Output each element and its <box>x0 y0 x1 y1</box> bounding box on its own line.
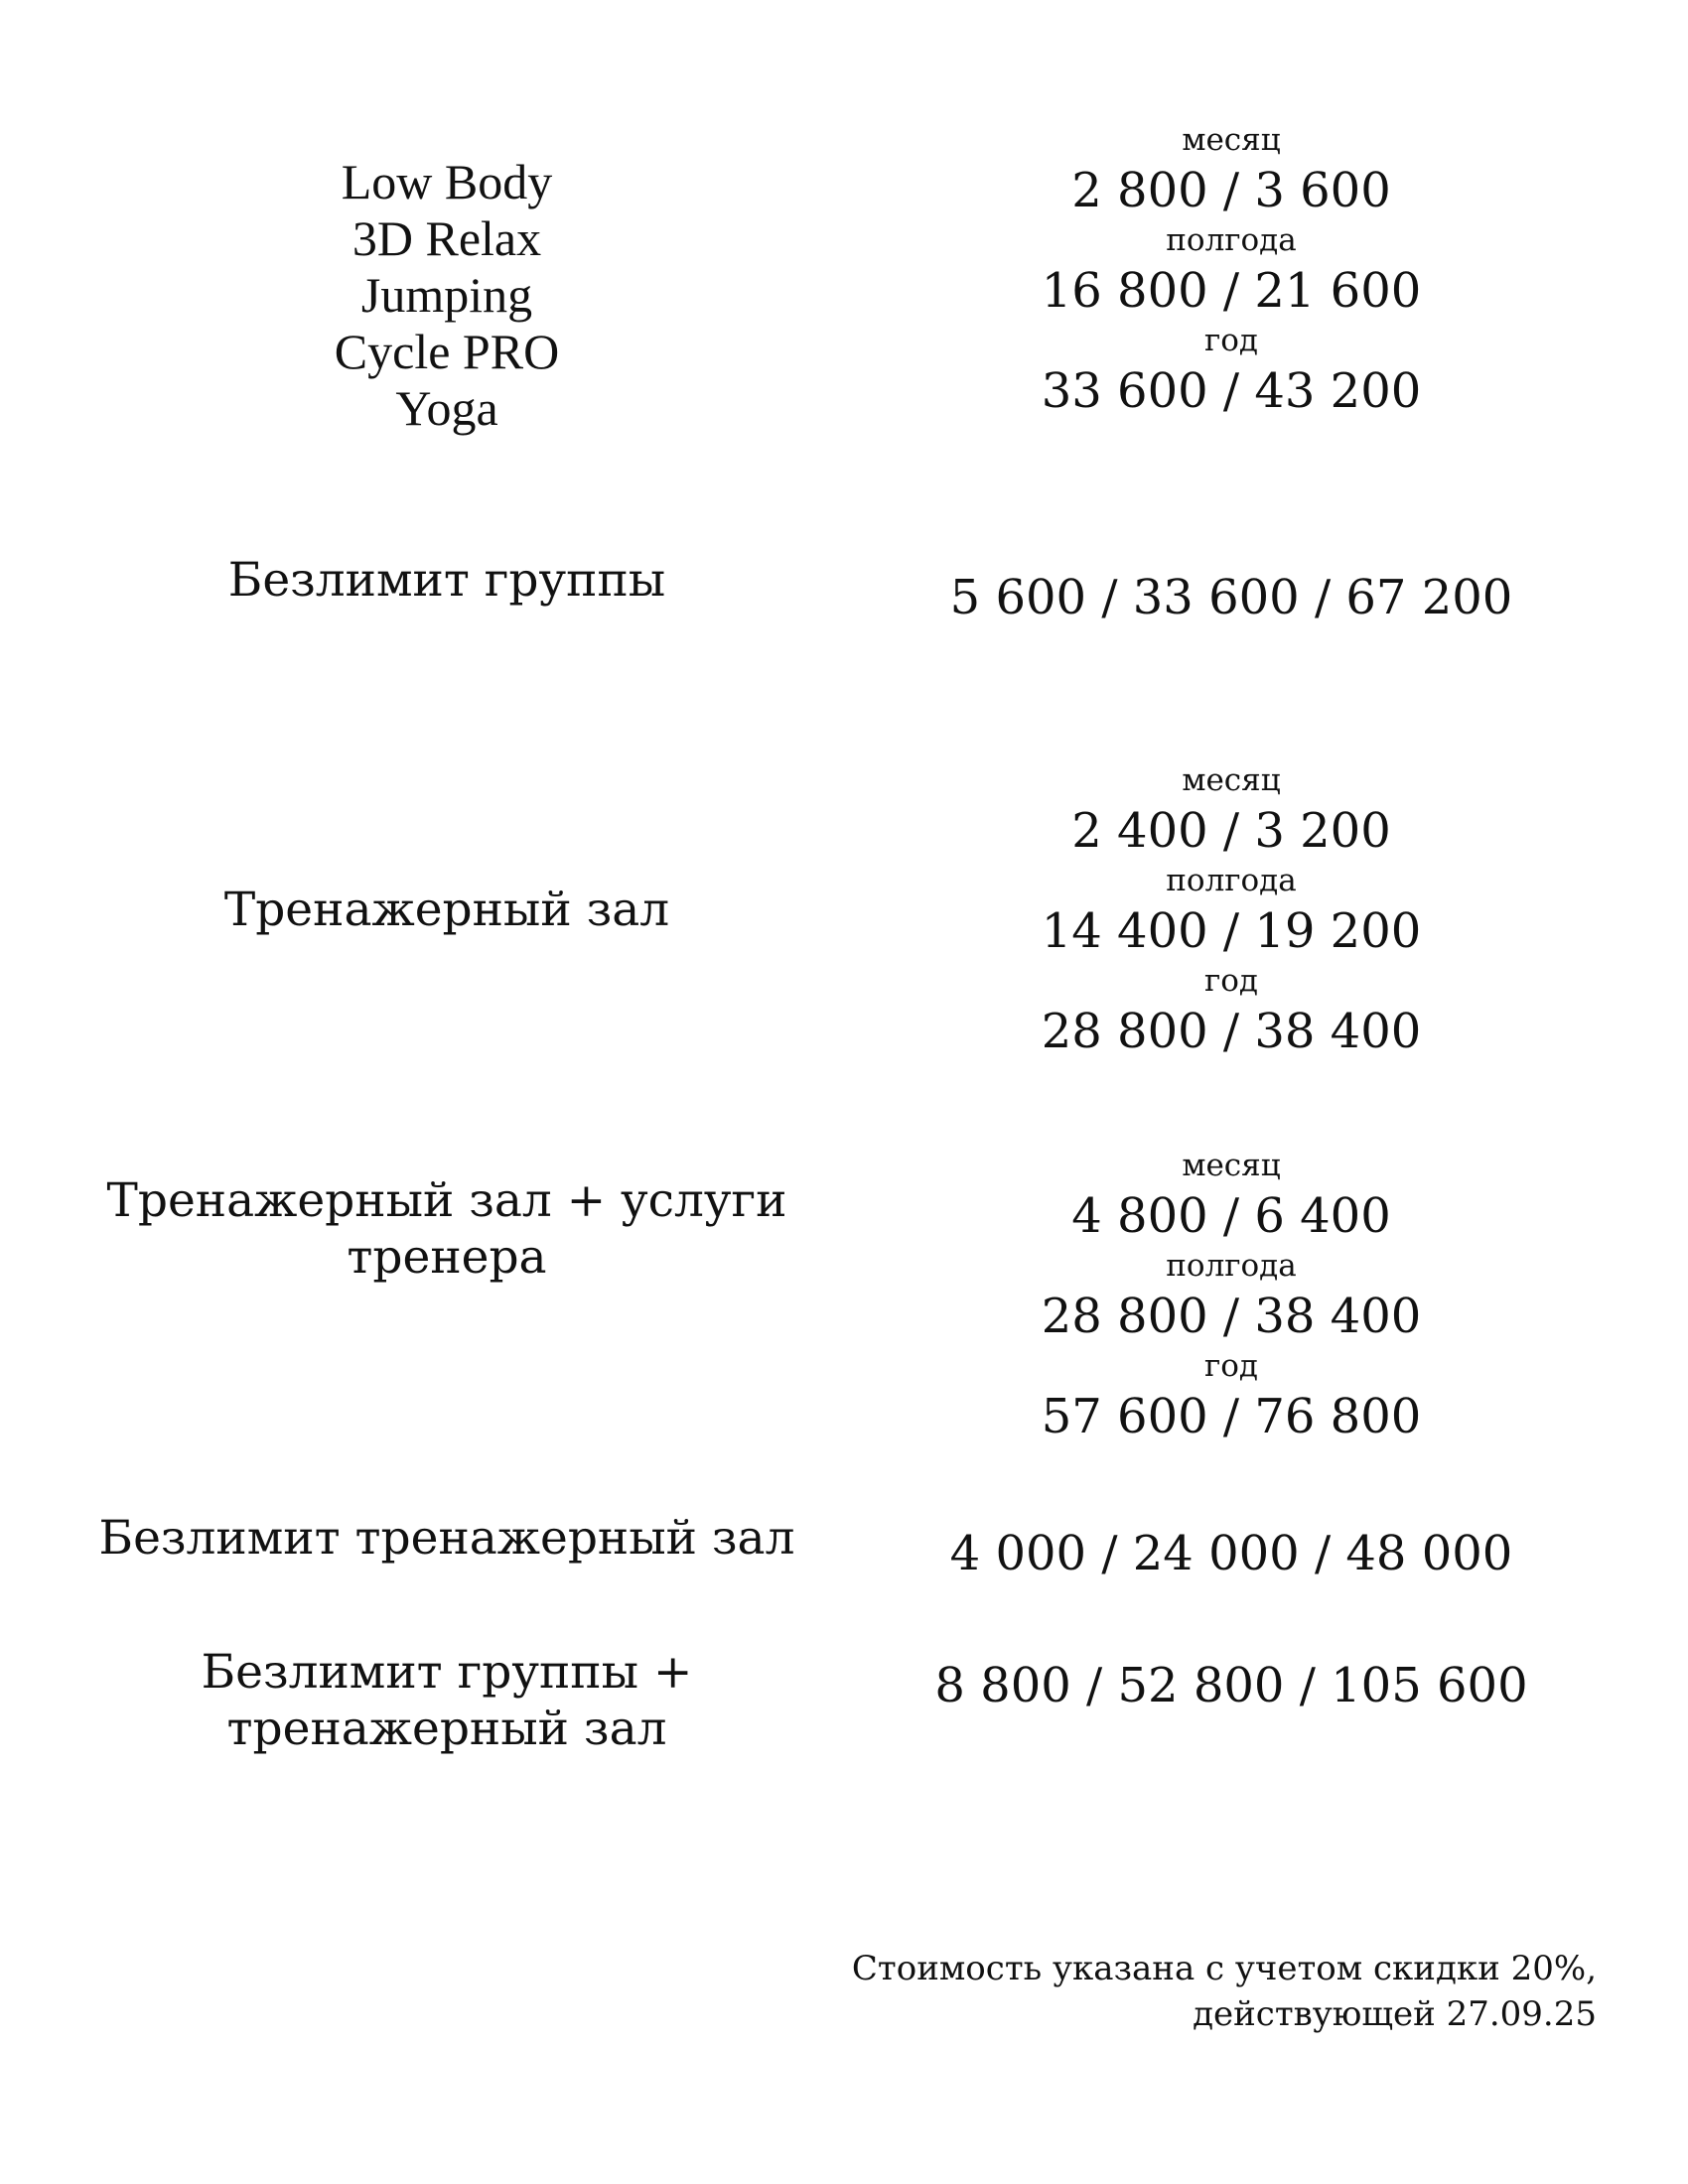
plan-name-unlimited-groups-gym <box>70 1644 824 1757</box>
price-value: 5 600 / 33 600 / 67 200 <box>949 570 1513 625</box>
price-value: 4 800 / 6 400 <box>1071 1188 1391 1244</box>
period-label: полгода <box>1166 222 1297 258</box>
price-value: 2 800 / 3 600 <box>1071 163 1391 218</box>
period-label: год <box>1204 963 1258 999</box>
price-value: 28 800 / 38 400 <box>1041 1004 1422 1059</box>
plan-price-unlimited-groups-gym <box>874 1657 1589 1714</box>
plan-name-line: Jumping <box>360 267 533 323</box>
price-value: 4 000 / 24 000 / 48 000 <box>949 1526 1513 1581</box>
plan-name-line: 3D Relax <box>352 210 542 266</box>
plan-name-line: Тренажерный зал + услуги <box>106 1173 787 1228</box>
footnote-line: действующей 27.09.25 <box>1193 1994 1597 2034</box>
plan-name-line: Cycle PRO <box>334 324 560 379</box>
plan-prices-gym-trainer <box>874 1145 1589 1445</box>
plan-name-unlimited-gym <box>70 1510 824 1567</box>
plan-name-line: Безлимит группы <box>227 553 666 608</box>
period-label: месяц <box>1182 122 1281 158</box>
plan-name-line: Безлимит группы + <box>201 1645 693 1700</box>
plan-name-line: тренера <box>347 1230 547 1285</box>
plan-name-group-classes <box>70 154 824 437</box>
period-label: полгода <box>1166 863 1297 898</box>
price-value: 8 800 / 52 800 / 105 600 <box>934 1658 1528 1713</box>
price-value: 28 800 / 38 400 <box>1041 1289 1422 1344</box>
price-value: 33 600 / 43 200 <box>1041 363 1422 419</box>
plan-name-gym-trainer <box>70 1172 824 1286</box>
plan-prices-group-classes <box>874 119 1589 420</box>
plan-name-line: Yoga <box>395 380 498 436</box>
period-label: год <box>1204 1348 1258 1384</box>
price-value: 14 400 / 19 200 <box>1041 903 1422 959</box>
plan-prices-gym <box>874 759 1589 1060</box>
period-label: месяц <box>1182 1148 1281 1183</box>
price-value: 16 800 / 21 600 <box>1041 263 1422 319</box>
plan-name-line: Безлимит тренажерный зал <box>98 1511 795 1566</box>
footnote-line: Стоимость указана с учетом скидки 20%, <box>851 1949 1597 1988</box>
plan-name-line: Тренажерный зал <box>223 883 670 937</box>
plan-price-unlimited-groups <box>874 569 1589 626</box>
plan-name-line: тренажерный зал <box>226 1702 667 1756</box>
period-label: полгода <box>1166 1248 1297 1284</box>
period-label: год <box>1204 323 1258 358</box>
plan-name-unlimited-groups <box>70 552 824 609</box>
price-value: 2 400 / 3 200 <box>1071 803 1391 859</box>
discount-footnote <box>703 1946 1597 2037</box>
plan-price-unlimited-gym <box>874 1525 1589 1582</box>
plan-name-line: Low Body <box>341 154 553 209</box>
period-label: месяц <box>1182 762 1281 798</box>
plan-name-gym <box>70 882 824 938</box>
price-value: 57 600 / 76 800 <box>1041 1389 1422 1444</box>
